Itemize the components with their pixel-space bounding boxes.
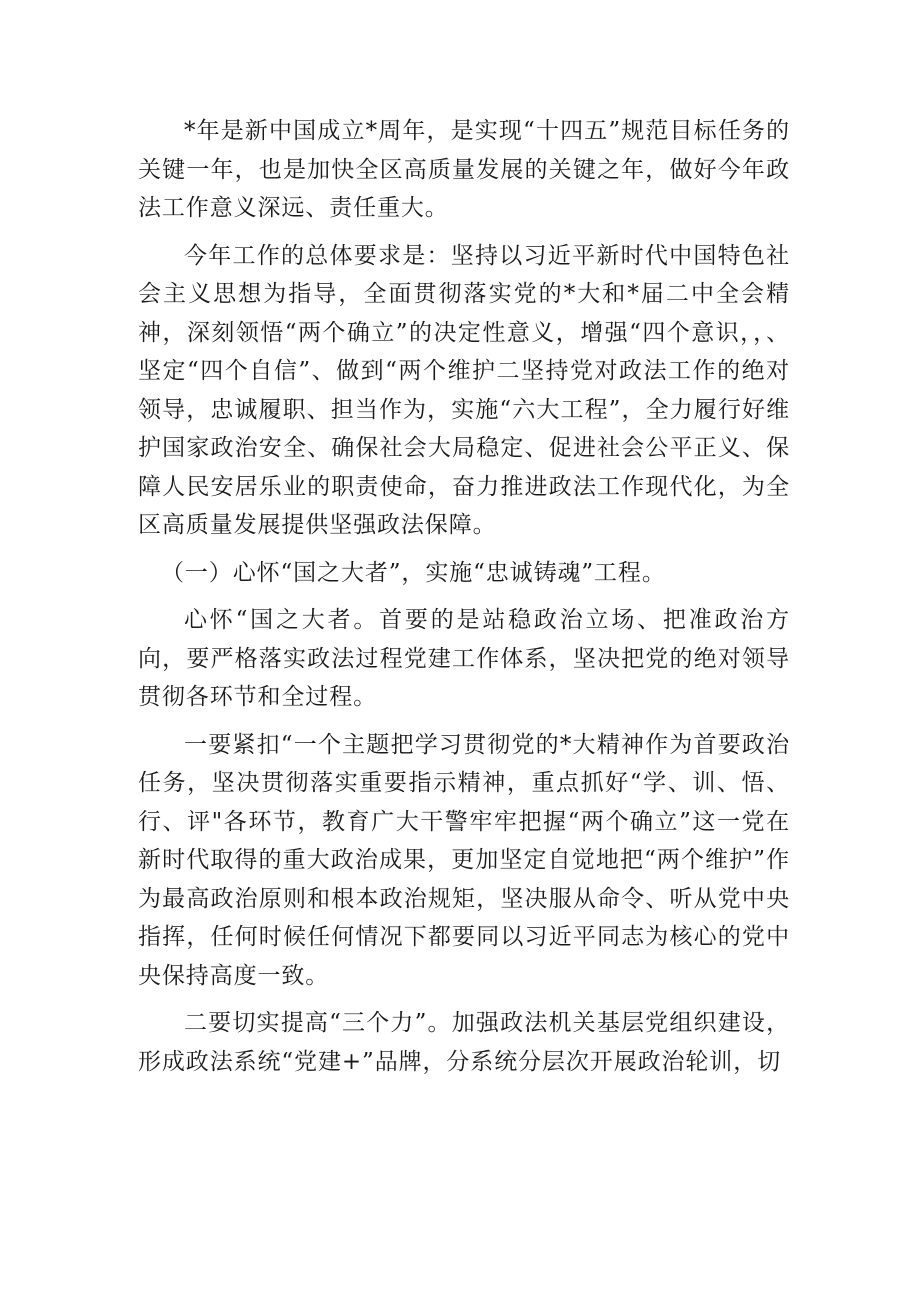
paragraph-political-stance: 心怀“国之大者。首要的是站稳政治立场、把准政治方向，要严格落实政法过程党建工作体系，坚决把党的绝对领导贯彻各环节和全过程。 bbox=[138, 607, 790, 710]
section-heading-1: （一）心怀“国之大者”，实施“忠诚铸魂”工程。 bbox=[161, 559, 666, 586]
paragraph-point-one: 一要紧扣“一个主题把学习贯彻党的*大精神作为首要政治任务，坚决贯彻落实重要指示精神，重点抓好“学、训、悟、行、评"各环节，教育广大干警牢牢把握“两个确立”这一党在新时代取得的重大政治成果，更加坚定自觉地把“两个维护”作为最高政治原则和根本政治规矩，坚决服从命令、听从党中央指挥，任何时候任何情况下都要同以习近平同志为核心的党中央保持高度一致。 bbox=[138, 731, 790, 989]
document-body bbox=[138, 112, 790, 1090]
paragraph-general-requirements: 今年工作的总体要求是：坚持以习近平新时代中国特色社会主义思想为指导，全面贯彻落实党的*大和*届二中全会精神，深刻领悟“两个确立”的决定性意义，增强“四个意识，，、坚定“四个自信”、做到“两个维护二坚持党对政法工作的绝对领导，忠诚履职、担当作为，实施“六大工程”，全力履行好维护国家政治安全、确保社会大局稳定、促进社会公平正义、保障人民安居乐业的职责使命，奋力推进政法工作现代化，为全区高质量发展提供坚强政法保障。 bbox=[138, 242, 790, 538]
paragraph-point-two: 二要切实提高“三个力”。加强政法机关基层党组织建设，形成政法系统“党建+”品牌，分系统分层次开展政治轮训，切 bbox=[138, 1010, 790, 1075]
paragraph-intro: *年是新中国成立*周年，是实现“十四五”规范目标任务的关键一年，也是加快全区高质量发展的关键之年，做好今年政法工作意义深远、责任重大。 bbox=[138, 118, 790, 221]
